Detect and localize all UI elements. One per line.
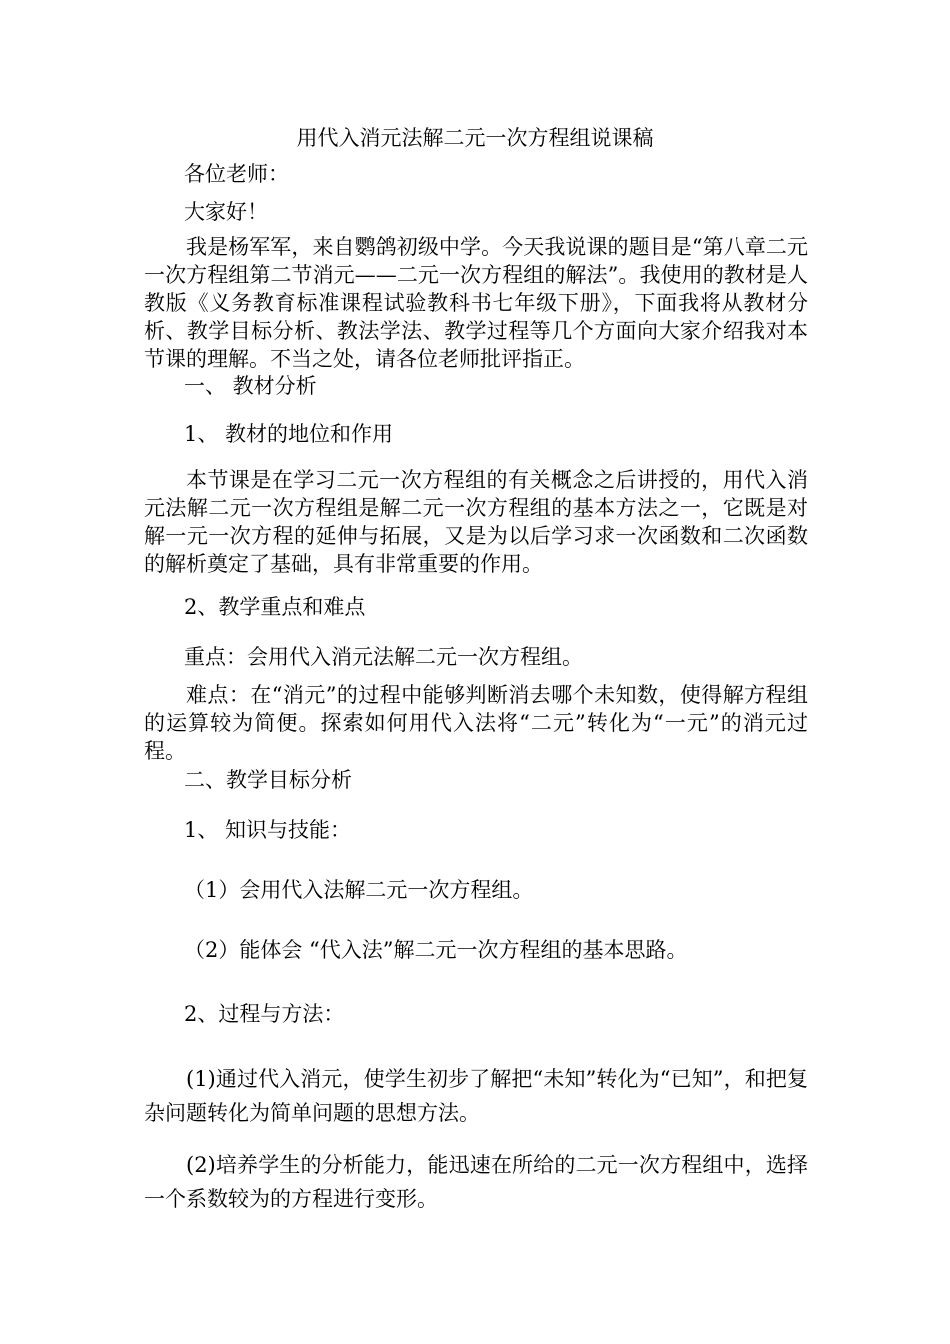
section-2-heading: 二、教学目标分析 [184,768,352,792]
objective-item-1: （1）会用代入法解二元一次方程组。 [184,878,534,902]
subsection-1-2-heading: 2、教学重点和难点 [184,595,366,619]
objective-item-2: （2）能体会 “代入法”解二元一次方程组的基本思路。 [184,938,688,962]
section-1-heading: 一、 教材分析 [184,374,317,398]
greeting: 各位老师： [184,162,289,186]
intro-paragraph: 我是杨军军，来自鹦鸽初级中学。今天我说课的题目是“第八章二元一次方程组第二节消元——二元一次方程组的解法”。我使用的教材是人教版《义务教育标准课程试验教科书七年级下册》，下面我将从教材分析、教学目标分析、教法学法、教学过程等几个方面向大家介绍我对本节课的理解。不当之处，请各位老师批评指正。 [144,235,808,371]
subsection-1-1-heading: 1、 教材的地位和作用 [184,422,394,446]
key-point: 重点：会用代入消元法解二元一次方程组。 [184,645,583,669]
subsection-1-1-body: 本节课是在学习二元一次方程组的有关概念之后讲授的，用代入消元法解二元一次方程组是解二元一次方程组的基本方法之一，它既是对解一元一次方程的延伸与拓展，又是为以后学习求一次函数和二次函数的解析奠定了基础，具有非常重要的作用。 [144,468,808,576]
hello-line: 大家好！ [184,200,268,224]
document-title: 用代入消元法解二元一次方程组说课稿 [296,126,654,150]
method-item-2: (2)培养学生的分析能力，能迅速在所给的二元一次方程组中，选择一个系数较为的方程进行变形。 [144,1153,808,1211]
method-item-1: (1)通过代入消元，使学生初步了解把“未知”转化为“已知”，和把复杂问题转化为简单问题的思想方法。 [144,1067,808,1125]
subsection-2-2-heading: 2、过程与方法： [184,1002,345,1026]
subsection-2-1-heading: 1、 知识与技能： [184,818,352,842]
difficulty-paragraph: 难点：在“消元”的过程中能够判断消去哪个未知数，使得解方程组的运算较为简便。探索如何用代入法将“二元”转化为“一元”的消元过程。 [144,683,808,763]
